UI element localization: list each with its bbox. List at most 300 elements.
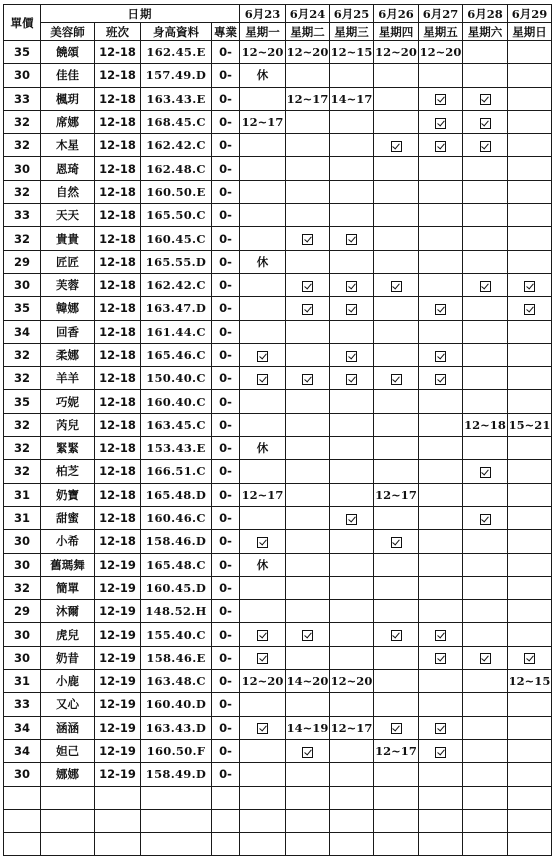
header-row-columns [4, 23, 552, 41]
day-cell[interactable] [240, 343, 286, 366]
zy-cell: 0- [212, 227, 240, 250]
day-cell[interactable] [463, 600, 508, 623]
empty-cell[interactable] [374, 786, 419, 809]
empty-cell[interactable] [508, 833, 552, 856]
table-row [4, 460, 552, 483]
empty-cell[interactable] [286, 786, 330, 809]
day-cell[interactable] [508, 483, 552, 506]
body-cell: 160.45.D [141, 576, 212, 599]
day-cell[interactable] [419, 506, 463, 529]
day-cell[interactable] [240, 320, 286, 343]
day-cell[interactable] [330, 343, 374, 366]
day-cell[interactable] [286, 367, 330, 390]
day-cell[interactable] [240, 134, 286, 157]
day-cell[interactable] [240, 390, 286, 413]
day-cell[interactable] [463, 110, 508, 133]
day-cell[interactable] [419, 716, 463, 739]
day-cell[interactable] [419, 460, 463, 483]
day-date-6: 6月28 [463, 5, 508, 23]
body-cell: 163.43.E [141, 87, 212, 110]
price-cell: 30 [4, 763, 41, 786]
day-cell[interactable] [508, 623, 552, 646]
day-cell[interactable] [419, 343, 463, 366]
day-cell[interactable] [508, 553, 552, 576]
day-cell[interactable] [374, 273, 419, 296]
body-cell: 160.40.D [141, 693, 212, 716]
day-cell[interactable] [463, 646, 508, 669]
day-cell[interactable] [419, 180, 463, 203]
day-cell[interactable] [463, 623, 508, 646]
table-row [4, 576, 552, 599]
day-cell[interactable] [508, 763, 552, 786]
empty-cell[interactable] [330, 833, 374, 856]
day-cell[interactable] [374, 343, 419, 366]
day-cell[interactable] [240, 646, 286, 669]
day-cell[interactable] [286, 390, 330, 413]
day-cell[interactable] [508, 530, 552, 553]
weekday-6: 星期六 [463, 23, 508, 41]
day-cell[interactable] [286, 204, 330, 227]
day-cell[interactable] [463, 576, 508, 599]
day-cell[interactable] [419, 134, 463, 157]
empty-cell[interactable] [508, 786, 552, 809]
day-cell[interactable] [419, 320, 463, 343]
day-cell[interactable] [508, 227, 552, 250]
ban-cell: 12-18 [95, 437, 141, 460]
day-cell[interactable] [419, 437, 463, 460]
day-cell[interactable] [330, 64, 374, 87]
col-header-zy: 專業 [212, 23, 240, 41]
empty-cell[interactable] [463, 809, 508, 832]
body-cell: 168.45.C [141, 110, 212, 133]
day-cell[interactable] [374, 87, 419, 110]
day-cell[interactable] [508, 343, 552, 366]
table-row [4, 600, 552, 623]
day-cell[interactable] [240, 763, 286, 786]
day-cell[interactable] [330, 506, 374, 529]
day-cell[interactable] [508, 576, 552, 599]
empty-cell[interactable] [286, 833, 330, 856]
day-cell[interactable] [240, 506, 286, 529]
day-cell[interactable] [508, 250, 552, 273]
empty-cell [95, 786, 141, 809]
body-cell: 165.48.C [141, 553, 212, 576]
day-cell[interactable] [374, 646, 419, 669]
day-cell[interactable] [374, 297, 419, 320]
day-cell[interactable] [330, 646, 374, 669]
day-date-7: 6月29 [508, 5, 552, 23]
name-cell: 席娜 [41, 110, 95, 133]
day-cell[interactable] [374, 506, 419, 529]
empty-cell [95, 833, 141, 856]
day-cell[interactable] [286, 483, 330, 506]
price-cell: 30 [4, 646, 41, 669]
day-cell[interactable] [463, 180, 508, 203]
day-cell[interactable] [463, 157, 508, 180]
day-cell[interactable] [286, 297, 330, 320]
day-cell[interactable] [286, 413, 330, 436]
day-cell[interactable] [508, 134, 552, 157]
day-cell[interactable] [330, 530, 374, 553]
day-cell[interactable] [419, 87, 463, 110]
day-cell[interactable] [374, 320, 419, 343]
day-cell[interactable] [508, 460, 552, 483]
empty-cell[interactable] [463, 833, 508, 856]
body-cell: 160.40.C [141, 390, 212, 413]
day-cell[interactable] [330, 273, 374, 296]
empty-cell[interactable] [419, 809, 463, 832]
day-cell[interactable] [330, 600, 374, 623]
day-cell[interactable] [508, 41, 552, 64]
body-cell: 150.40.C [141, 367, 212, 390]
day-cell[interactable] [463, 763, 508, 786]
day-cell[interactable]: 12~20 [419, 41, 463, 64]
day-cell[interactable] [419, 670, 463, 693]
day-cell[interactable] [286, 693, 330, 716]
day-cell[interactable] [419, 110, 463, 133]
day-cell[interactable] [374, 600, 419, 623]
day-cell[interactable] [374, 716, 419, 739]
day-cell[interactable]: 14~17 [330, 87, 374, 110]
day-cell[interactable] [463, 367, 508, 390]
day-cell[interactable]: 12~18 [463, 413, 508, 436]
day-cell[interactable] [374, 390, 419, 413]
day-cell[interactable] [419, 576, 463, 599]
day-cell[interactable]: 12~20 [240, 670, 286, 693]
zy-cell: 0- [212, 204, 240, 227]
day-cell[interactable] [374, 227, 419, 250]
check-box-icon [524, 304, 535, 315]
day-cell[interactable] [330, 763, 374, 786]
day-cell[interactable] [419, 623, 463, 646]
day-cell[interactable] [374, 110, 419, 133]
day-cell[interactable] [508, 693, 552, 716]
day-cell[interactable] [463, 134, 508, 157]
day-cell[interactable] [330, 110, 374, 133]
day-cell[interactable] [374, 367, 419, 390]
day-cell[interactable] [330, 693, 374, 716]
day-cell[interactable] [419, 297, 463, 320]
day-cell[interactable] [419, 157, 463, 180]
empty-cell [41, 786, 95, 809]
price-cell: 31 [4, 483, 41, 506]
day-cell[interactable] [330, 553, 374, 576]
day-cell[interactable] [508, 64, 552, 87]
day-cell[interactable] [330, 739, 374, 762]
day-cell[interactable] [463, 437, 508, 460]
day-cell[interactable] [330, 437, 374, 460]
body-cell: 161.44.C [141, 320, 212, 343]
body-cell: 160.50.E [141, 180, 212, 203]
day-cell[interactable] [374, 530, 419, 553]
day-cell[interactable] [419, 530, 463, 553]
name-cell: 饒頌 [41, 41, 95, 64]
day-cell[interactable]: 休 [240, 64, 286, 87]
day-cell[interactable] [286, 646, 330, 669]
day-cell[interactable] [463, 716, 508, 739]
day-cell[interactable]: 12~17 [374, 483, 419, 506]
day-cell[interactable] [374, 437, 419, 460]
body-cell: 165.55.D [141, 250, 212, 273]
empty-cell[interactable] [330, 809, 374, 832]
day-cell[interactable] [463, 87, 508, 110]
day-cell[interactable] [330, 134, 374, 157]
day-cell[interactable] [286, 64, 330, 87]
check-box-icon [346, 281, 357, 292]
day-cell[interactable] [286, 320, 330, 343]
day-cell[interactable] [240, 297, 286, 320]
day-cell[interactable] [240, 87, 286, 110]
day-cell[interactable] [286, 180, 330, 203]
empty-cell[interactable] [240, 809, 286, 832]
name-cell: 恩琦 [41, 157, 95, 180]
day-cell[interactable] [419, 763, 463, 786]
day-cell[interactable] [419, 693, 463, 716]
price-cell: 31 [4, 670, 41, 693]
day-cell[interactable] [374, 460, 419, 483]
day-cell[interactable] [286, 763, 330, 786]
day-cell[interactable] [419, 483, 463, 506]
day-cell[interactable] [286, 600, 330, 623]
day-cell[interactable] [419, 227, 463, 250]
body-cell: 157.49.D [141, 64, 212, 87]
day-cell[interactable] [374, 180, 419, 203]
day-cell[interactable] [374, 623, 419, 646]
empty-cell[interactable] [374, 809, 419, 832]
day-cell[interactable] [330, 180, 374, 203]
day-cell[interactable] [374, 553, 419, 576]
zy-cell: 0- [212, 64, 240, 87]
day-cell[interactable]: 12~17 [374, 739, 419, 762]
day-cell[interactable] [240, 600, 286, 623]
empty-cell[interactable] [240, 786, 286, 809]
day-cell[interactable] [508, 646, 552, 669]
day-cell[interactable] [330, 413, 374, 436]
day-cell[interactable] [240, 576, 286, 599]
day-cell[interactable] [463, 227, 508, 250]
day-cell[interactable] [286, 460, 330, 483]
day-cell[interactable] [508, 297, 552, 320]
day-cell[interactable] [508, 180, 552, 203]
empty-cell [41, 809, 95, 832]
day-cell[interactable] [463, 530, 508, 553]
day-cell[interactable] [374, 157, 419, 180]
day-cell[interactable] [419, 64, 463, 87]
day-cell[interactable] [463, 250, 508, 273]
day-cell[interactable] [508, 204, 552, 227]
day-cell[interactable] [463, 506, 508, 529]
day-cell[interactable] [330, 460, 374, 483]
check-box-icon [391, 281, 402, 292]
zy-cell: 0- [212, 41, 240, 64]
body-cell: 162.45.E [141, 41, 212, 64]
day-cell[interactable] [463, 64, 508, 87]
day-cell[interactable] [330, 576, 374, 599]
day-cell[interactable] [463, 739, 508, 762]
day-cell[interactable] [508, 739, 552, 762]
day-cell[interactable] [508, 716, 552, 739]
day-cell[interactable] [508, 600, 552, 623]
day-cell[interactable]: 12~15 [330, 41, 374, 64]
day-cell[interactable] [419, 413, 463, 436]
day-cell[interactable] [374, 576, 419, 599]
day-cell[interactable] [286, 134, 330, 157]
day-cell[interactable] [330, 483, 374, 506]
empty-cell[interactable] [330, 786, 374, 809]
ban-cell: 12-19 [95, 693, 141, 716]
day-cell[interactable] [240, 273, 286, 296]
empty-cell[interactable] [508, 809, 552, 832]
day-cell[interactable] [463, 297, 508, 320]
day-cell[interactable]: 12~20 [330, 670, 374, 693]
ban-cell: 12-18 [95, 110, 141, 133]
day-cell[interactable]: 12~17 [240, 483, 286, 506]
day-cell[interactable] [419, 273, 463, 296]
day-cell[interactable] [463, 483, 508, 506]
day-cell[interactable] [240, 227, 286, 250]
day-cell[interactable] [330, 250, 374, 273]
day-cell[interactable] [463, 204, 508, 227]
day-cell[interactable] [330, 390, 374, 413]
empty-cell[interactable] [374, 833, 419, 856]
day-cell[interactable] [286, 343, 330, 366]
day-cell[interactable] [374, 134, 419, 157]
day-cell[interactable] [374, 763, 419, 786]
day-cell[interactable]: 休 [240, 437, 286, 460]
day-cell[interactable] [463, 693, 508, 716]
day-cell[interactable]: 14~19 [286, 716, 330, 739]
empty-cell[interactable] [286, 809, 330, 832]
day-cell[interactable]: 休 [240, 250, 286, 273]
day-cell[interactable] [240, 204, 286, 227]
date-header: 日期 [41, 5, 240, 23]
check-box-icon [302, 747, 313, 758]
day-cell[interactable] [286, 227, 330, 250]
day-cell[interactable] [463, 553, 508, 576]
empty-cell[interactable] [419, 786, 463, 809]
empty-cell[interactable] [240, 833, 286, 856]
day-cell[interactable] [286, 437, 330, 460]
day-cell[interactable] [463, 343, 508, 366]
day-cell[interactable]: 12~17 [240, 110, 286, 133]
name-cell: 沐爾 [41, 600, 95, 623]
day-cell[interactable] [419, 204, 463, 227]
day-cell[interactable] [374, 204, 419, 227]
day-cell[interactable]: 12~20 [286, 41, 330, 64]
day-cell[interactable] [419, 553, 463, 576]
day-cell[interactable] [330, 157, 374, 180]
body-cell: 155.40.C [141, 623, 212, 646]
body-cell: 163.47.D [141, 297, 212, 320]
day-cell[interactable] [419, 390, 463, 413]
day-cell[interactable] [286, 623, 330, 646]
day-cell[interactable]: 12~15 [508, 670, 552, 693]
day-cell[interactable] [286, 739, 330, 762]
day-cell[interactable] [419, 250, 463, 273]
day-cell[interactable] [463, 273, 508, 296]
name-cell: 佳佳 [41, 64, 95, 87]
table-row [4, 413, 552, 436]
day-cell[interactable] [374, 64, 419, 87]
zy-cell: 0- [212, 390, 240, 413]
day-cell[interactable]: 休 [240, 553, 286, 576]
day-cell[interactable] [330, 367, 374, 390]
day-cell[interactable] [463, 670, 508, 693]
day-cell[interactable] [419, 600, 463, 623]
day-cell[interactable] [240, 693, 286, 716]
day-cell[interactable] [508, 87, 552, 110]
day-cell[interactable] [508, 390, 552, 413]
name-cell: 小鹿 [41, 670, 95, 693]
day-cell[interactable] [330, 297, 374, 320]
day-cell[interactable] [286, 250, 330, 273]
day-cell[interactable] [508, 110, 552, 133]
day-cell[interactable] [240, 530, 286, 553]
day-cell[interactable] [463, 460, 508, 483]
empty-cell[interactable] [463, 786, 508, 809]
day-cell[interactable]: 12~20 [374, 41, 419, 64]
day-cell[interactable] [508, 273, 552, 296]
zy-cell: 0- [212, 530, 240, 553]
day-cell[interactable] [286, 273, 330, 296]
day-cell[interactable]: 12~17 [286, 87, 330, 110]
day-cell[interactable] [374, 413, 419, 436]
day-cell[interactable] [286, 110, 330, 133]
price-header: 單價 [4, 5, 41, 41]
name-cell: 娜娜 [41, 763, 95, 786]
day-cell[interactable] [508, 437, 552, 460]
day-cell[interactable] [330, 204, 374, 227]
day-cell[interactable]: 14~20 [286, 670, 330, 693]
ban-cell: 12-19 [95, 600, 141, 623]
day-cell[interactable] [286, 530, 330, 553]
day-cell[interactable] [240, 180, 286, 203]
day-cell[interactable] [240, 157, 286, 180]
day-cell[interactable] [508, 367, 552, 390]
day-cell[interactable] [508, 157, 552, 180]
day-cell[interactable] [463, 41, 508, 64]
day-cell[interactable] [374, 670, 419, 693]
day-cell[interactable] [330, 320, 374, 343]
day-cell[interactable] [419, 739, 463, 762]
day-cell[interactable] [240, 460, 286, 483]
day-cell[interactable] [374, 250, 419, 273]
day-cell[interactable] [240, 367, 286, 390]
day-cell[interactable] [463, 320, 508, 343]
day-cell[interactable]: 15~21 [508, 413, 552, 436]
check-box-icon [257, 723, 268, 734]
day-cell[interactable] [240, 716, 286, 739]
day-cell[interactable] [286, 576, 330, 599]
day-cell[interactable] [286, 553, 330, 576]
day-cell[interactable] [330, 623, 374, 646]
day-cell[interactable]: 12~20 [240, 41, 286, 64]
day-cell[interactable] [374, 693, 419, 716]
day-cell[interactable] [240, 739, 286, 762]
day-cell[interactable] [463, 390, 508, 413]
day-cell[interactable] [240, 623, 286, 646]
day-cell[interactable] [240, 413, 286, 436]
day-cell[interactable] [419, 646, 463, 669]
day-cell[interactable] [330, 227, 374, 250]
day-cell[interactable] [286, 506, 330, 529]
day-cell[interactable] [508, 506, 552, 529]
day-cell[interactable] [419, 367, 463, 390]
empty-cell[interactable] [419, 833, 463, 856]
day-cell[interactable]: 12~17 [330, 716, 374, 739]
day-cell[interactable] [508, 320, 552, 343]
day-cell[interactable] [286, 157, 330, 180]
